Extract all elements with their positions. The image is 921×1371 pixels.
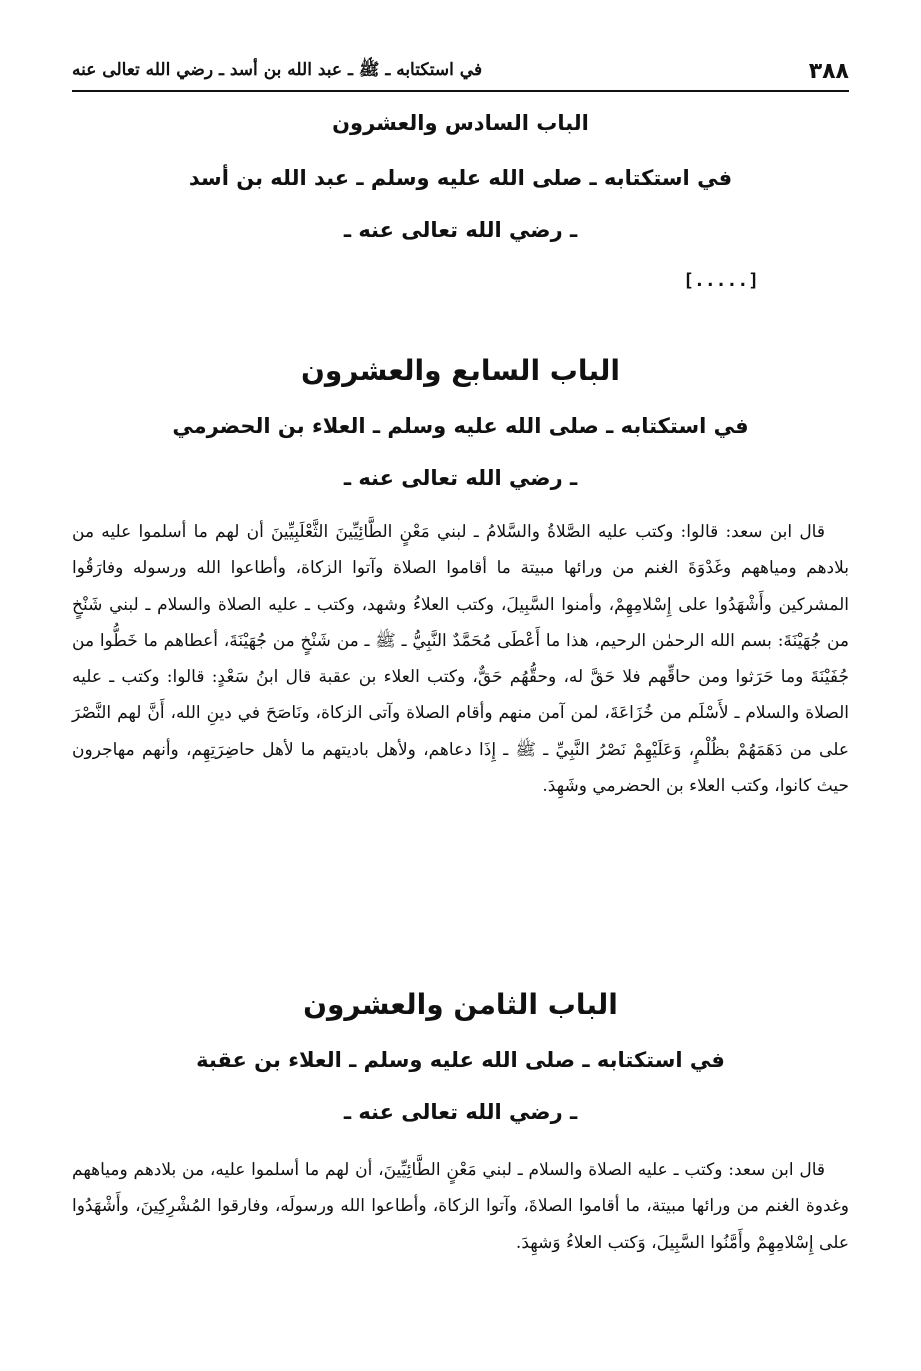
chapter-27-subtitle-line2: ـ رضي الله تعالى عنه ـ [343,466,578,490]
omission-marker: [.....] [683,269,759,291]
running-title: في استكتابه ـ ﷺ ـ عبد الله بن أسد ـ رضي الله تعالى عنه [72,59,483,80]
chapter-28-subtitle-line1: في استكتابه ـ صلى الله عليه وسلم ـ العلاء بن عقبة [196,1048,725,1072]
chapter-27-section [72,350,849,804]
chapter-28-paragraph: قال ابن سعد: وكتب ـ عليه الصلاة والسلام ـ لبني مَعْنٍ الطَّائِيِّينَ، أن لهم ما أسلموا عليه، من بلادهم ومياههم وغدوة الغنم من ورائها مبيتة، ما أقاموا الصلاةَ، وآتوا الزكاة، وأطاعوا الله ورسولَه، وفارقوا المُشْرِكِينَ، وأَشْهَدُوا على إِسْلامِهِمْ وأَمَّنُوا السَّبِيلَ، وَكتب العلاءُ وَشهِدَ. [72,1160,849,1253]
chapter-27-paragraph: قال ابن سعد: قالوا: وكتب عليه الصَّلاةُ والسَّلامُ ـ لبني مَعْنٍ الطَّائِيِّينَ الثَّعْلَبِيِّينَ أن لهم ما أسلموا عليه من بلادهم ومياههم وغَدْوَةَ الغنم من ورائها مبيتة ما أقاموا الصلاة وآتوا الزكاة، وأطاعوا الله ورسوله وفارَقُوا المشركين وأَشْهَدُوا على إِسْلامِهِمْ، وأمنوا السَّبِيلَ، وكتب العلاءُ وشهد، وكتب ـ عليه الصلاة والسلام ـ لبني شَنْخٍ من جُهَيْنَةَ: بسم الله الرحمٰن الرحيم، هذا ما أَعْطَى مُحَمَّدٌ النَّبِيُّ ـ ﷺ ـ من شَنْخٍ من جُهَيْنَةَ، أعطاهم ما خَطُّوا من جُفَيْنَةَ وما حَرَثوا ومن حاقِّهم فلا حَقَّ له، وحقُّهُم حَقٌّ، وكتب العلاء بن عقبة قال ابنُ سَعْدٍ: قالوا: وكتب ـ عليه الصلاة والسلام ـ لأَسْلَم من خُزَاعَةَ، لمن آمن منهم وأقام الصلاة وآتى الزكاة، ونَاصَحَ في دينِ الله، أَنَّ لهم النَّصْرَ على من دَهَمَهُمْ بظُلْمٍ، وَعَلَيْهِمْ نَصْرُ النَّبِيِّ ـ ﷺ ـ إِذَا دعاهم، ولأهل باديتهم ما لأهل حاضِرَتِهِم، وأنهم مهاجرون حيث كانوا، وكتب العلاء بن الحضرمي وشَهِدَ. [72,522,849,797]
running-header [72,52,849,92]
page-number: ٣٨٨ [808,58,849,84]
chapter-27-title: الباب السابع والعشرون [301,354,620,387]
chapter-28-section [72,984,849,1261]
chapter-27-subtitle-line1: في استكتابه ـ صلى الله عليه وسلم ـ العلاء بن الحضرمي [172,414,749,438]
chapter-26-title: الباب السادس والعشرون [332,111,589,135]
chapter-26-section [72,108,849,291]
chapter-28-subtitle-line2: ـ رضي الله تعالى عنه ـ [343,1100,578,1124]
chapter-26-subtitle-line2: ـ رضي الله تعالى عنه ـ [343,217,578,242]
chapter-28-title: الباب الثامن والعشرون [303,988,618,1021]
chapter-26-subtitle-line1: في استكتابه ـ صلى الله عليه وسلم ـ عبد الله بن أسد [188,165,733,190]
